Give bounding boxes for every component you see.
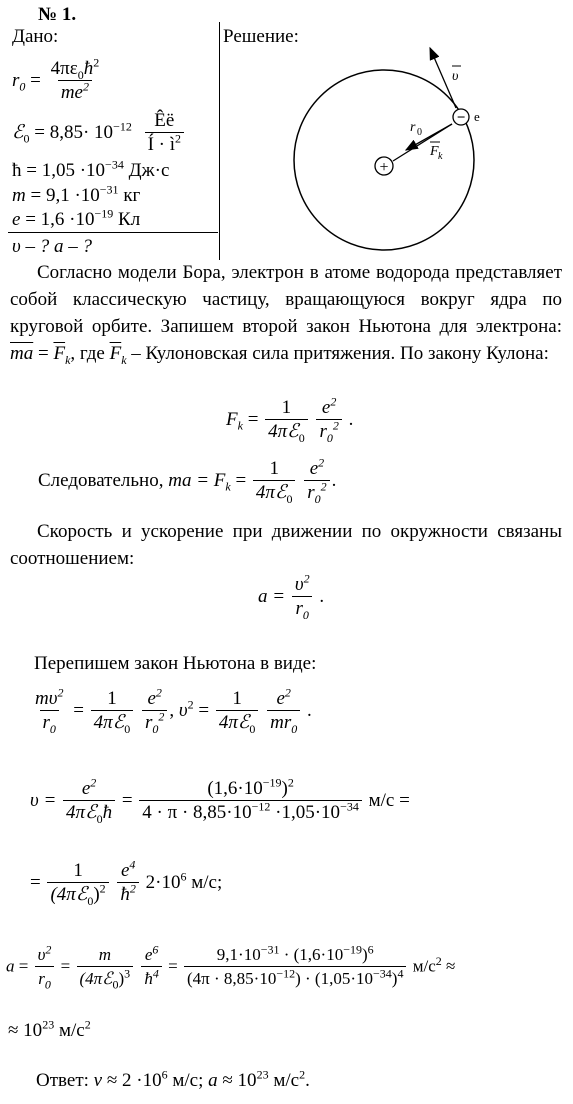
formula-approx: ≈ $10^{23}$ $м/с^2$ (8, 1017, 91, 1041)
solution-header: Решение: (223, 26, 299, 47)
formula-velocity-value: = $\frac{1}{(4\pi ℰ_0)^2}$ $\frac{e^4}{ħ^2}$ $2\cdot 10^6$ м/с; (30, 857, 223, 908)
formula-velocity: υ = $\frac{e^2}{4\pi ℰ_0ħ}$ = $\frac{(1,6\cdot 10^{-19})^2}{4 \cdot \pi \cdot 8,85\cdot 10^{-12} \cdot 1,05\cdot 10^{-34}}$ м/с = (30, 775, 410, 826)
given-m: $m = 9,1 \cdot 10^{-31}$ кг (12, 182, 141, 206)
velocity-label: υ (452, 69, 459, 84)
given-eps: ℰ$_0$ = $8,85\cdot 10^{-12}$ $\frac{Êë}{Í \cdot ì^2}$ (12, 110, 186, 157)
fk-label: F (430, 144, 439, 159)
paragraph-bohr: Согласно модели Бора, электрон в атоме водорода представляет собой классическую частицу, вращающуюся вокруг ядра по круговой орбите. Запишем второй закон Ньютона для электрона: $\overline{ma} = \overline{F}_k$, где $\overline{F}_k$ – Кулоновская сила притяжения. По закону Кулона: (10, 262, 562, 367)
plus-label: + (379, 159, 389, 176)
minus-label: − (456, 110, 466, 126)
formula-acceleration-value: a = $\frac{\upsilon^2}{r_0}$ = $\frac{m}{(4\pi ℰ_0)^3}$ $\frac{e^6}{ħ^4}$ = $\frac{9,1\cdot 10^{-31} \cdot (1,6\cdot 10^{-19})^6}{(4\pi \cdot 8,85\cdot 10^{-12}) \cdot (1,05\cdot 10^{-34})^4}$ $м/с^2$ ≈ (6, 942, 456, 992)
r0-sub-label: 0 (417, 127, 422, 138)
formula-coulomb: $F_k$ = $\frac{1}{4\pi ℰ_0}$ $\frac{e^2}{r_0^2}$ . (226, 394, 354, 445)
problem-number: № 1. (38, 4, 77, 25)
paragraph-velocity: Скорость и ускорение при движении по окружности связаны соотношением: (10, 521, 562, 569)
given-find: υ – ? a – ? (12, 236, 92, 257)
given-header: Дано: (12, 26, 59, 47)
formula-newton-rewritten: $\frac{m\upsilon^2}{r_0}$ = $\frac{1}{4\pi ℰ_0}$ $\frac{e^2}{r_0^2}$ , $\upsilon^2$ = $\frac{1}{4\pi ℰ_0}$ $\frac{e^2}{mr_0}$ . (35, 685, 312, 736)
given-hbar: ħ = $1,05 \cdot 10^{-34}$ Дж·с (12, 157, 170, 181)
answer-line: Ответ: $\nu \approx 2 \cdot 10^6$ м/с; $a \approx 10^{23}$ $м/с^2$. (36, 1067, 310, 1091)
given-r0: $r_0$ = $\frac{4\pi\varepsilon_0ħ^2}{me^2}$ (12, 55, 100, 103)
paragraph-consequently: Следовательно, ma = $F_k$ = $\frac{1}{4\pi ℰ_0}$ $\frac{e^2}{r_0^2}$ . (38, 455, 337, 506)
r0-label: r (410, 120, 416, 135)
given-e: $e = 1,6 \cdot 10^{-19}$ Кл (12, 206, 141, 230)
bohr-orbit-figure (0, 0, 573, 270)
formula-acceleration: a = $\frac{\upsilon^2}{r_0}$ . (258, 571, 325, 622)
electron-label: e (474, 109, 480, 124)
paragraph-rewrite: Перепишем закон Ньютона в виде: (34, 653, 317, 674)
fk-sub-label: k (438, 151, 443, 162)
